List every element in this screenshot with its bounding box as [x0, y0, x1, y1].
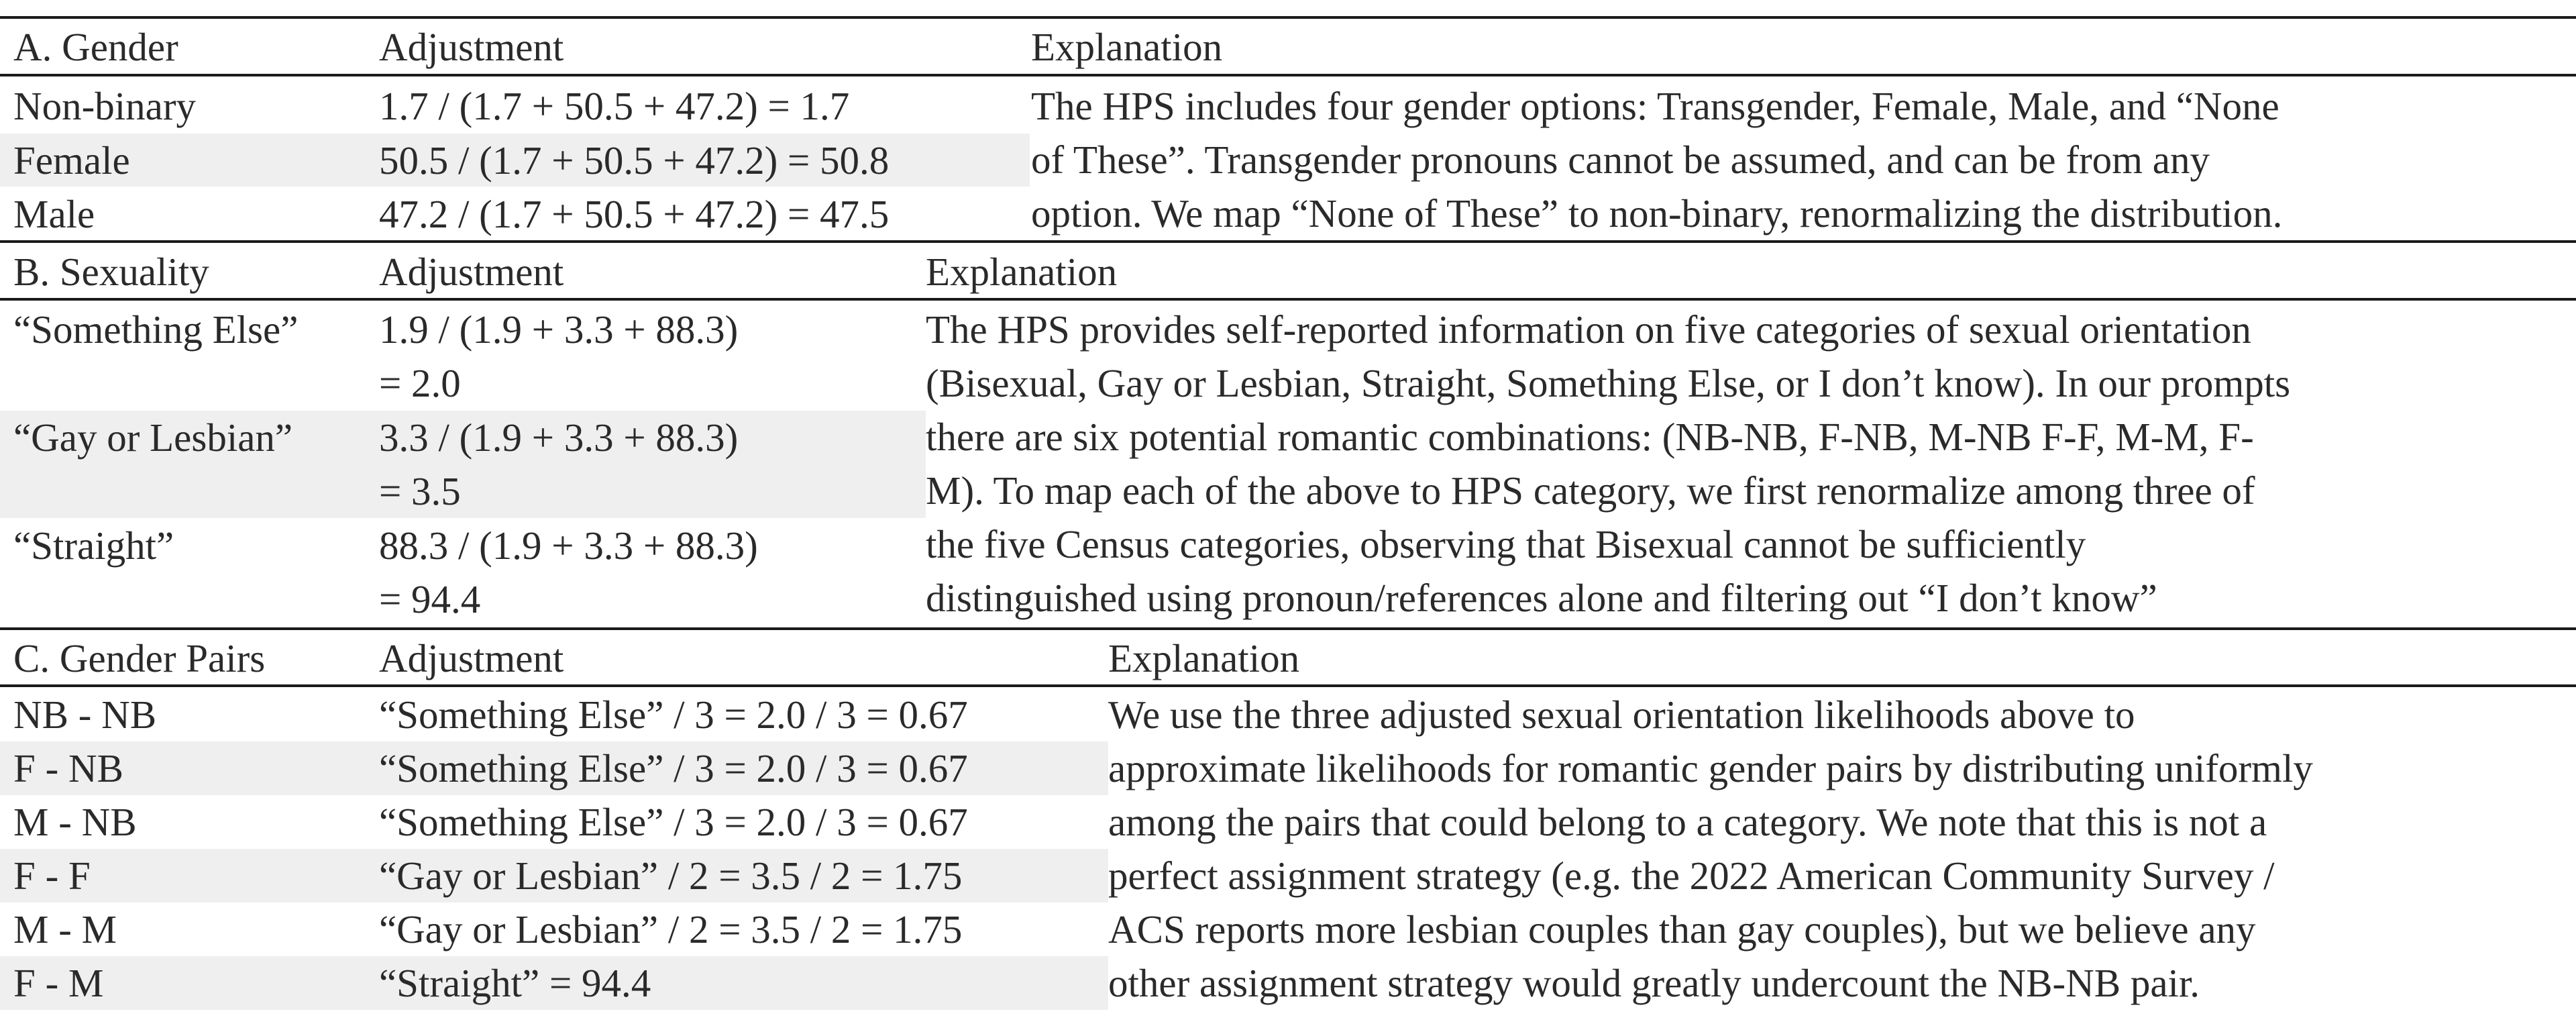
table-row-label: “Something Else”: [13, 307, 299, 352]
section-c-header-rule: [0, 684, 2576, 687]
explanation-line: other assignment strategy would greatly undercount the NB-NB pair.: [1108, 961, 2200, 1005]
table-row-adjustment: “Straight” = 94.4: [379, 961, 651, 1005]
section-a-header-adjustment: Adjustment: [379, 25, 564, 69]
table-row-adjustment: 88.3 / (1.9 + 3.3 + 88.3): [379, 523, 758, 568]
table-row-adjustment: “Gay or Lesbian” / 2 = 3.5 / 2 = 1.75: [379, 907, 963, 951]
explanation-line: option. We map “None of These” to non-binary, renormalizing the distribution.: [1031, 191, 2283, 236]
section-c-header-explanation: Explanation: [1108, 636, 1300, 680]
section-c-top-rule: [0, 627, 2576, 630]
explanation-line: approximate likelihoods for romantic gender pairs by distributing uniformly: [1108, 746, 2313, 790]
explanation-line: M). To map each of the above to HPS category, we first renormalize among three of: [926, 468, 2255, 513]
table-row-adjustment: 1.9 / (1.9 + 3.3 + 88.3): [379, 307, 739, 352]
explanation-line: We use the three adjusted sexual orientation likelihoods above to: [1108, 692, 2135, 737]
section-b-header-rule: [0, 298, 2576, 301]
explanation-line: The HPS includes four gender options: Transgender, Female, Male, and “None: [1031, 84, 2279, 128]
table-row-adjustment: 50.5 / (1.7 + 50.5 + 47.2) = 50.8: [379, 138, 890, 183]
table-row-label: Non-binary: [13, 84, 196, 128]
section-c-explanation: [1108, 688, 2313, 1010]
table-row-label: F - F: [13, 854, 91, 898]
section-b-header-sexuality: B. Sexuality: [13, 250, 209, 294]
explanation-line: ACS reports more lesbian couples than gay couples), but we believe any: [1108, 907, 2256, 951]
explanation-line: (Bisexual, Gay or Lesbian, Straight, Something Else, or I don’t know). In our prompts: [926, 361, 2291, 405]
section-b-top-rule: [0, 240, 2576, 243]
table-top-rule: [0, 16, 2576, 19]
explanation-line: distinguished using pronoun/references alone and filtering out “I don’t know”: [926, 576, 2157, 620]
table-row-adjustment: 3.3 / (1.9 + 3.3 + 88.3): [379, 415, 739, 460]
section-b-header-explanation: Explanation: [926, 250, 1118, 294]
explanation-line: perfect assignment strategy (e.g. the 2022 American Community Survey /: [1108, 854, 2275, 898]
explanation-line: the five Census categories, observing that Bisexual cannot be sufficiently: [926, 522, 2086, 566]
table-row-label: “Straight”: [13, 523, 174, 568]
table-row-label: Female: [13, 138, 130, 183]
section-c-header-gender-pairs: C. Gender Pairs: [13, 636, 266, 680]
section-b-explanation: [926, 303, 2290, 625]
table-row-adjustment: “Something Else” / 3 = 2.0 / 3 = 0.67: [379, 800, 968, 844]
table-row-adjustment-cont: = 2.0: [379, 361, 461, 405]
explanation-line: there are six potential romantic combinations: (NB-NB, F-NB, M-NB F-F, M-M, F-: [926, 415, 2254, 459]
explanation-line: of These”. Transgender pronouns cannot be assumed, and can be from any: [1031, 138, 2210, 182]
table-row-adjustment: 47.2 / (1.7 + 50.5 + 47.2) = 47.5: [379, 192, 890, 236]
table-row-adjustment-cont: = 94.4: [379, 577, 481, 621]
table-row-adjustment: “Something Else” / 3 = 2.0 / 3 = 0.67: [379, 692, 968, 737]
section-a-explanation: [1031, 79, 2282, 240]
section-c-header-adjustment: Adjustment: [379, 636, 564, 680]
explanation-line: among the pairs that could belong to a category. We note that this is not a: [1108, 800, 2267, 844]
explanation-line: The HPS provides self-reported information on five categories of sexual orientation: [926, 307, 2251, 352]
table-row-label: M - NB: [13, 800, 137, 844]
section-a-header-explanation: Explanation: [1031, 25, 1223, 69]
table-row-label: F - M: [13, 961, 104, 1005]
table-row-label: “Gay or Lesbian”: [13, 415, 293, 460]
table-row-label: M - M: [13, 907, 117, 951]
section-a-header-gender: A. Gender: [13, 25, 178, 69]
section-a-header-rule: [0, 74, 2576, 76]
section-b-header-adjustment: Adjustment: [379, 250, 564, 294]
table-row-adjustment: “Something Else” / 3 = 2.0 / 3 = 0.67: [379, 746, 968, 790]
table-row-adjustment-cont: = 3.5: [379, 469, 461, 513]
table-row-adjustment: 1.7 / (1.7 + 50.5 + 47.2) = 1.7: [379, 84, 850, 128]
table-row-label: Male: [13, 192, 95, 236]
table-row-label: F - NB: [13, 746, 123, 790]
table-row-label: NB - NB: [13, 692, 157, 737]
table-row-adjustment: “Gay or Lesbian” / 2 = 3.5 / 2 = 1.75: [379, 854, 963, 898]
